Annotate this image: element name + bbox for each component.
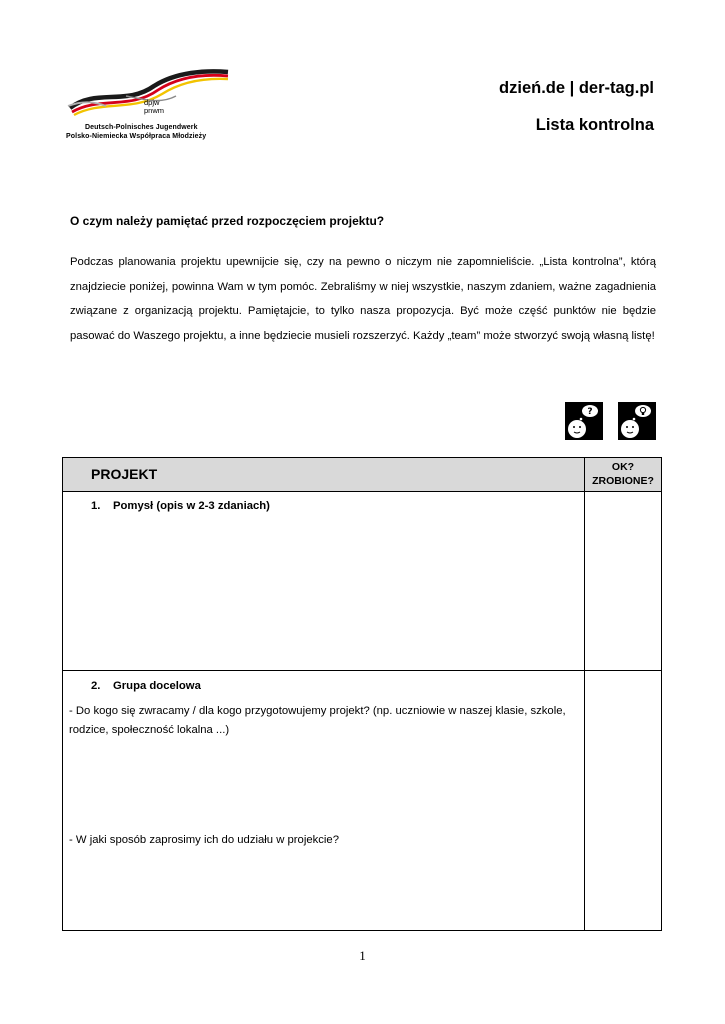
face1-symbol: ?	[587, 407, 593, 417]
organization-logo	[66, 66, 231, 146]
section-2-label: Grupa docelowa	[113, 680, 201, 692]
logo-swoosh-graphic	[66, 66, 231, 126]
status-header-line1: OK?	[611, 461, 635, 473]
document-title: Lista kontrolna	[535, 116, 654, 134]
table-header-project: PROJEKT	[91, 466, 158, 482]
thinking-face-question-icon	[565, 402, 603, 440]
document-header	[499, 78, 654, 135]
section-2-question-1: - Do kogo się zwracamy / dla kogo przygotowujemy projekt? (np. uczniowie w naszej klasie, szkole, rodzice, społeczność lokalna ...)	[69, 705, 566, 736]
logo-abbr-line2: pnwm	[144, 106, 165, 115]
section-1-label: Pomysł (opis w 2-3 zdaniach)	[113, 500, 270, 512]
table-header	[63, 458, 661, 492]
checklist-table	[62, 457, 662, 931]
logo-org-line2: Polsko-Niemiecka Współpraca Młodzieży	[66, 133, 207, 140]
section-2-title	[91, 680, 201, 692]
logo-org-line1: Deutsch-Polnisches Jugendwerk	[85, 124, 198, 131]
logo-abbr-line1: dpjw	[144, 98, 160, 107]
section-question: O czym należy pamiętać przed rozpoczęciem projektu?	[70, 214, 385, 228]
table-header-status	[585, 460, 661, 488]
page-number: 1	[359, 948, 366, 963]
site-name: dzień.de | der-tag.pl	[499, 79, 654, 97]
section-2-status-cell[interactable]	[585, 671, 661, 930]
section-1-number: 1.	[91, 500, 101, 512]
thinking-face-idea-icon	[618, 402, 656, 440]
section-2-question-2: - W jaki sposób zaprosimy ich do udziału w projekcie?	[69, 834, 339, 846]
section-2-number: 2.	[91, 680, 101, 692]
row-divider	[63, 670, 661, 671]
logo-organization-name	[66, 123, 206, 141]
status-header-line2: ZROBIONE?	[592, 475, 654, 487]
section-1-status-cell[interactable]	[585, 492, 661, 670]
intro-paragraph: Podczas planowania projektu upewnijcie się, czy na pewno o niczym nie zapomnieliście. „Lista kontrolna”, którą znajdziecie poniżej, powinna Wam w tym pomóc. Zebraliśmy w niej wszystkie, naszym zdaniem, ważne zagadnienia związane z organizacją projektu. Pamiętajcie, to tylko nasza propozycja. Być może część punktów nie będzie pasować do Waszego projektu, a inne będziecie musieli rozszerzyć. Każdy „team” może stworzyć swoją własną listę!	[70, 256, 656, 342]
logo-abbreviation	[144, 99, 164, 115]
section-1-title	[91, 500, 270, 512]
